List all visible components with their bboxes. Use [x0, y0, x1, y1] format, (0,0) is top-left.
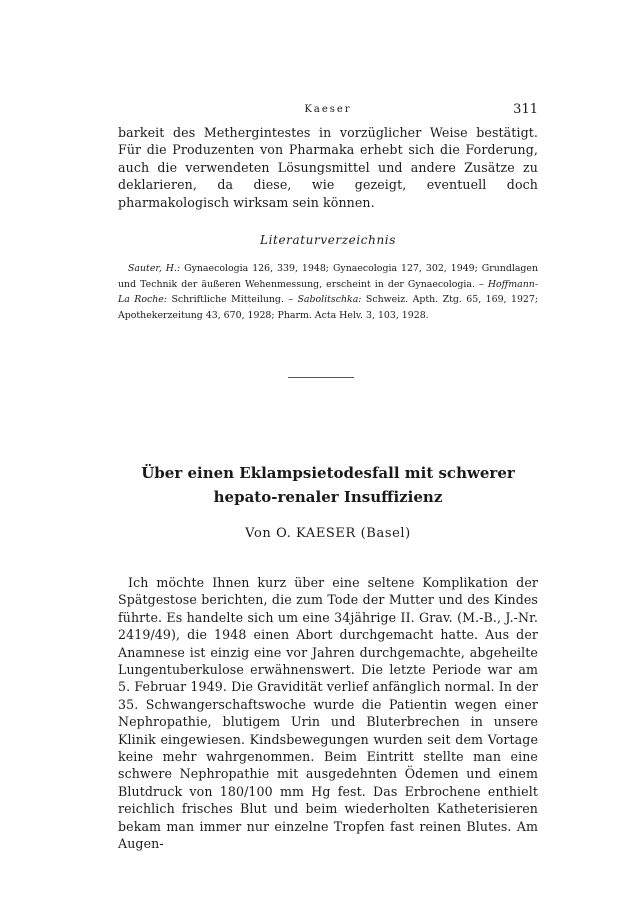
- literature-heading: Literaturverzeichnis: [260, 233, 396, 247]
- article-title-line-2: hepato-renaler Insuffizienz: [213, 488, 443, 506]
- article-title-line-1: Über einen Eklampsietodesfall mit schwerer: [141, 464, 515, 482]
- reference-list: [118, 261, 538, 323]
- reference-text-3: Schweiz. Apth. Ztg. 65, 169, 1927; Apothekerzeitung 43, 670, 1928; Pharm. Acta Helv. 3, 103, 1928.: [118, 294, 539, 321]
- reference-author-1: Sauter, H.:: [128, 263, 181, 274]
- article-byline: Von O. KAESER (Basel): [245, 526, 411, 541]
- reference-text-2: Schriftliche Mitteilung. –: [166, 294, 298, 306]
- reference-text-1: Gynaecologia 126, 339, 1948; Gynaecologia 127, 302, 1949; Grundlagen und Technik der äußeren Wehenmessung, erscheint in der Gynaecologia. –: [118, 263, 538, 290]
- intro-paragraph: barkeit des Methergintestes in vorzüglicher Weise bestätigt. Für die Produzenten von Pharmaka erhebt sich die Forderung, auch die verwendeten Lösungsmittel und andere Zusätze zu deklarieren, da diese, wie gezeigt, eventuell doch pharmakologisch wirksam sein können.: [118, 125, 538, 210]
- section-divider: [288, 377, 354, 378]
- article-body: Ich möchte Ihnen kurz über eine seltene Komplikation der Spätgestose berichten, die zum Tode der Mutter und des Kindes führte. Es handelte sich um eine 34jährige II. Grav. (M.-B., J.-Nr. 2419/49), die 1948 einen Abort durchgemacht hatte. Aus der Anamnese ist einzig eine vor Jahren durchgemachte, abgeheilte Lungentuberkulose erwähnenswert. Die letzte Periode war am 5. Februar 1949. Die Gravidität verlief anfänglich normal. In der 35. Schwangerschaftswoche wurde die Patientin wegen einer Nephropathie, blutigem Urin und Bluterbrechen in unsere Klinik eingewiesen. Kindsbewegungen wurden seit dem Vortage keine mehr wahrgenommen. Beim Eintritt stellte man eine schwere Nephropathie mit ausgedehnten Ödemen und einem Blutdruck von 180/100 mm Hg fest. Das Erbrochene enthielt reichlich frisches Blut und beim wiederholten Katheterisieren bekam man immer nur einzelne Tropfen fast reinen Blutes. Am Augen-: [118, 575, 538, 852]
- running-head: [118, 104, 538, 122]
- page-number: 311: [513, 102, 538, 117]
- reference-author-3: Sabolitschka:: [297, 294, 362, 306]
- article-title: [118, 461, 538, 509]
- reference-author-2: Hoffmann-La Roche:: [118, 278, 538, 306]
- running-title: Kaeser: [304, 104, 352, 115]
